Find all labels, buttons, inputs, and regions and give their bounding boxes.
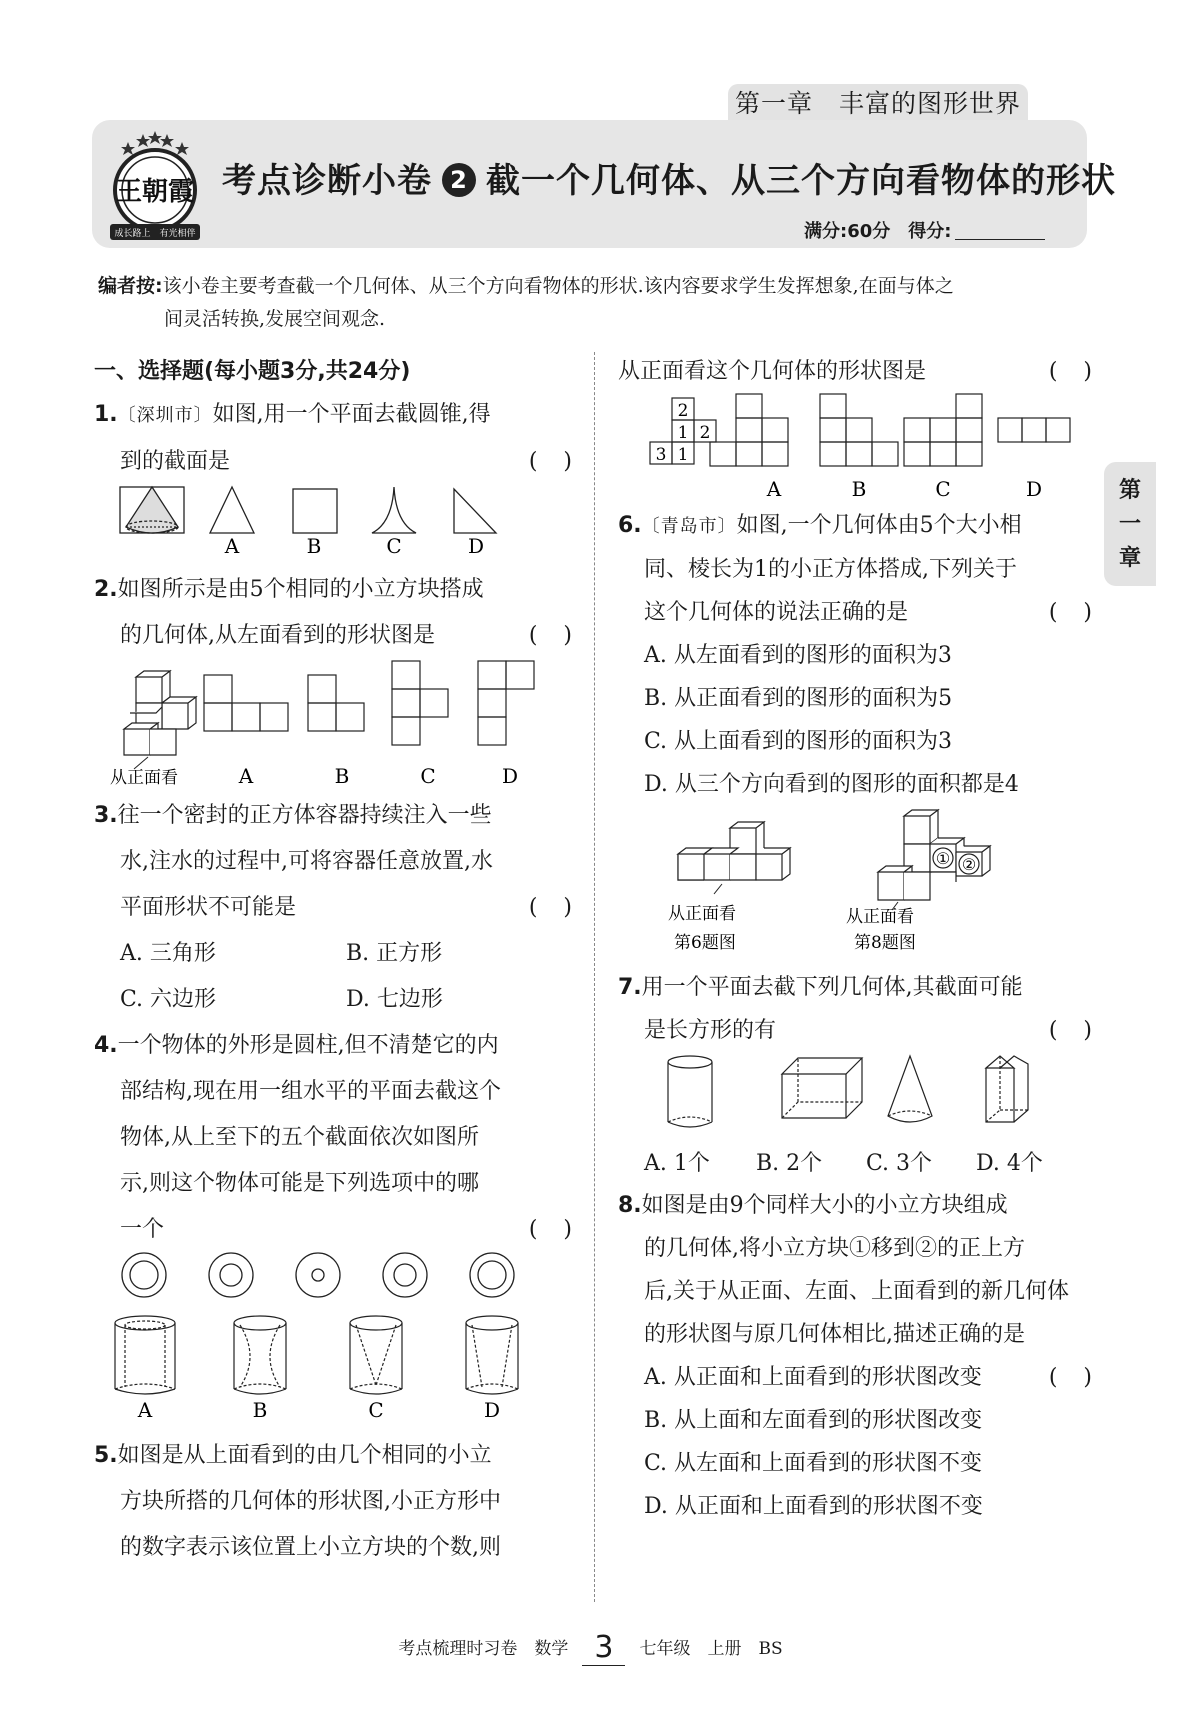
q6-option-c[interactable]: C. 从上面看到的图形的面积为3 (644, 729, 953, 754)
question-4 (94, 1023, 598, 1253)
q4-number: 4. (94, 1033, 118, 1058)
q4-line4: 示,则这个物体可能是下列选项中的哪 (120, 1171, 479, 1196)
q8-line2: 的几何体,将小立方块①移到②的正上方 (644, 1236, 1025, 1261)
q1-cone-figure (120, 487, 184, 533)
q6-number: 6. (618, 513, 642, 538)
q5-label-a: A (766, 477, 782, 501)
q8-number: 8. (618, 1193, 642, 1218)
q5-option-a-grid (710, 394, 788, 466)
question-5 (94, 1433, 572, 1571)
q7-option-c[interactable]: C. 3个 (866, 1151, 933, 1176)
section-heading: 一、选择题(每小题3分,共24分) (94, 359, 411, 384)
q3-option-a[interactable]: A. 三角形 (120, 941, 216, 966)
left-column (94, 352, 598, 1571)
q7-options (618, 1144, 1092, 1184)
title-prefix: 考点诊断小卷 (222, 161, 432, 201)
q6-front-view-label: 从正面看 (668, 904, 736, 924)
q2-label-b: B (334, 764, 350, 788)
q8-option-a[interactable]: A. 从正面和上面看到的形状图改变 (644, 1365, 982, 1390)
q8-answer-blank[interactable]: () (1048, 1365, 1118, 1390)
q7-line2: 是长方形的有 (644, 1018, 777, 1043)
q5-line2: 方块所搭的几何体的形状图,小正方形中 (120, 1489, 501, 1514)
q4-answer-blank[interactable]: () (528, 1217, 598, 1242)
q1-label-b: B (306, 534, 322, 558)
q7-figures (618, 1052, 1092, 1144)
side-tab-char-1: 第 (1118, 478, 1141, 503)
q6-line1: 如图,一个几何体由5个大小相 (736, 513, 1022, 538)
q2-option-d-grid (478, 661, 534, 745)
q2-line1: 如图所示是由5个相同的小立方块搭成 (117, 577, 484, 602)
q5-option-c-grid (904, 394, 982, 466)
q3-option-d[interactable]: D. 七边形 (346, 987, 443, 1012)
q8-option-d[interactable]: D. 从正面和上面看到的形状图不变 (644, 1494, 983, 1519)
q4-label-b: B (252, 1398, 268, 1422)
column-divider (594, 352, 595, 1602)
page-footer (0, 1630, 1181, 1666)
q7-answer-blank[interactable]: () (1048, 1018, 1118, 1043)
score-blank[interactable] (955, 221, 1045, 240)
q2-line2: 的几何体,从左面看到的形状图是 (120, 623, 435, 648)
chapter-side-tab (1104, 462, 1156, 586)
question-6 (618, 504, 1118, 806)
page-number: 3 (582, 1630, 625, 1666)
q6-option-d[interactable]: D. 从三个方向看到的图形的面积都是4 (644, 772, 1019, 797)
question-1 (94, 392, 598, 485)
score-label: 满分:60分 得分: (804, 221, 952, 242)
q2-label-a: A (238, 764, 254, 788)
q7-number: 7. (618, 975, 642, 1000)
q5-line3: 的数字表示该位置上小立方块的个数,则 (120, 1535, 501, 1560)
q7-option-b[interactable]: B. 2个 (756, 1151, 823, 1176)
q2-number: 2. (94, 577, 118, 602)
q2-figures (94, 659, 572, 787)
q5-grid-num-5: 1 (677, 445, 689, 465)
q8-line1: 如图是由9个同样大小的小立方块组成 (641, 1193, 1008, 1218)
question-7 (618, 966, 1118, 1052)
q5-label-d: D (1025, 477, 1043, 501)
q8-line3: 后,关于从正面、左面、上面看到的新几何体 (644, 1279, 1069, 1304)
title-number-badge: 2 (442, 163, 476, 197)
chapter-tab: 第一章 丰富的图形世界 (728, 84, 1028, 124)
q4-label-d: D (483, 1398, 501, 1422)
q4-label-c: C (368, 1398, 384, 1422)
q7-line1: 用一个平面去截下列几何体,其截面可能 (641, 975, 1023, 1000)
q3-line2: 水,注水的过程中,可将容器任意放置,水 (120, 849, 493, 874)
side-tab-char-3: 章 (1118, 546, 1141, 571)
q3-line3: 平面形状不可能是 (120, 895, 297, 920)
q6-option-a[interactable]: A. 从左面看到的图形的面积为3 (644, 643, 952, 668)
q2-answer-blank[interactable]: () (528, 623, 598, 648)
q5-label-c: C (935, 477, 951, 501)
q1-option-a-triangle (210, 487, 254, 533)
q2-option-a-grid (204, 675, 288, 731)
q2-solid-figure (124, 671, 196, 755)
q7-option-a[interactable]: A. 1个 (644, 1151, 710, 1176)
q5-grid-num-4: 3 (655, 445, 667, 465)
q7-option-d[interactable]: D. 4个 (976, 1151, 1043, 1176)
q8-marker-2: ② (961, 855, 977, 874)
q5-line4: 从正面看这个几何体的形状图是 (618, 359, 927, 384)
q5-option-b-grid (820, 394, 898, 466)
logo-text: 王朝霞 (115, 177, 195, 207)
q7-cylinder (668, 1056, 712, 1127)
q6-source: 〔青岛市〕 (641, 516, 737, 537)
q8-option-c[interactable]: C. 从左面和上面看到的形状图不变 (644, 1451, 983, 1476)
q5-line1: 如图是从上面看到的由几个相同的小立 (117, 1443, 492, 1468)
q5-grid-num-3: 2 (699, 423, 711, 443)
q3-option-c[interactable]: C. 六边形 (120, 987, 217, 1012)
q6-q8-figures (618, 806, 1092, 966)
q4-line5: 一个 (120, 1217, 165, 1242)
q2-option-c-grid (392, 661, 448, 745)
footer-right: 七年级 上册 BS (639, 1639, 783, 1659)
q4-option-c-cylinder (350, 1316, 402, 1394)
q1-option-c-curved (372, 487, 416, 533)
q5-answer-blank[interactable]: () (1048, 359, 1118, 384)
q1-answer-blank[interactable]: () (528, 449, 598, 474)
q8-figure-caption: 第8题图 (854, 933, 916, 953)
q5-grid-num-1: 2 (677, 401, 689, 421)
q1-line1: 如图,用一个平面去截圆锥,得 (212, 402, 491, 427)
q8-line4: 的形状图与原几何体相比,描述正确的是 (644, 1322, 1025, 1347)
q8-option-b[interactable]: B. 从上面和左面看到的形状图改变 (644, 1408, 983, 1433)
q6-line3: 这个几何体的说法正确的是 (644, 600, 909, 625)
q3-line1: 往一个密封的正方体容器持续注入一些 (117, 803, 492, 828)
q5-label-b: B (851, 477, 867, 501)
score-line (804, 217, 1045, 243)
note-line1: 该小卷主要考查截一个几何体、从三个方向看物体的形状.该内容要求学生发挥想象,在面与体之 (162, 275, 954, 297)
q4-figures (94, 1253, 572, 1421)
q4-line3: 物体,从上至下的五个截面依次如图所 (120, 1125, 479, 1150)
side-tab-char-2: 一 (1118, 512, 1141, 537)
q4-line2: 部结构,现在用一组水平的平面去截这个 (120, 1079, 501, 1104)
q5-grid-num-2: 1 (677, 423, 689, 443)
footer-left: 考点梳理时习卷 数学 (398, 1639, 569, 1659)
q4-option-a-cylinder (115, 1316, 175, 1394)
q8-marker-1: ① (935, 849, 951, 868)
question-3 (94, 793, 598, 1023)
q6-figure-caption: 第6题图 (674, 933, 736, 953)
question-2 (94, 567, 598, 659)
q2-label-c: C (420, 764, 436, 788)
q4-line1: 一个物体的外形是圆柱,但不清楚它的内 (117, 1033, 499, 1058)
q5-option-d-grid (998, 418, 1070, 442)
q1-figures (94, 485, 572, 557)
note-label: 编者按: (98, 275, 163, 297)
right-column (618, 352, 1118, 1528)
q4-label-a: A (137, 1398, 153, 1422)
question-5-continued (618, 352, 1118, 392)
q7-cuboid (782, 1058, 862, 1118)
q5-figures (618, 392, 1092, 504)
q3-answer-blank[interactable]: () (528, 895, 598, 920)
q1-line2: 到的截面是 (120, 449, 231, 474)
q7-prism (986, 1056, 1028, 1122)
paper-title (222, 153, 1116, 202)
q1-number: 1. (94, 402, 118, 427)
q3-number: 3. (94, 803, 118, 828)
q1-option-b-square (293, 489, 337, 533)
q6-line2: 同、棱长为1的小正方体搭成,下列关于 (644, 557, 1017, 582)
q1-option-d-right-triangle (454, 489, 496, 533)
q1-label-a: A (224, 534, 240, 558)
q2-front-view-label: 从正面看 (110, 768, 178, 788)
editor-note (98, 270, 1088, 336)
q4-option-d-cylinder (466, 1316, 518, 1394)
q2-option-b-grid (308, 675, 364, 731)
q4-option-b-cylinder (234, 1316, 286, 1394)
title-main: 截一个几何体、从三个方向看物体的形状 (486, 161, 1116, 201)
question-8 (618, 1184, 1118, 1528)
note-line2: 间灵活转换,发展空间观念. (164, 308, 386, 330)
q6-option-b[interactable]: B. 从正面看到的图形的面积为5 (644, 686, 953, 711)
q7-cone (888, 1056, 932, 1122)
q1-label-c: C (386, 534, 402, 558)
q3-option-b[interactable]: B. 正方形 (346, 941, 443, 966)
q1-label-d: D (467, 534, 485, 558)
q6-solid-figure (678, 822, 790, 880)
q2-label-d: D (501, 764, 519, 788)
q5-number: 5. (94, 1443, 118, 1468)
q1-source: 〔深圳市〕 (117, 405, 213, 426)
logo-badge (104, 128, 206, 246)
q4-cross-sections (122, 1253, 514, 1297)
q8-front-view-label: 从正面看 (846, 907, 914, 927)
q6-answer-blank[interactable]: () (1048, 600, 1118, 625)
logo-subtext: 成长路上 有光相伴 (114, 229, 196, 239)
